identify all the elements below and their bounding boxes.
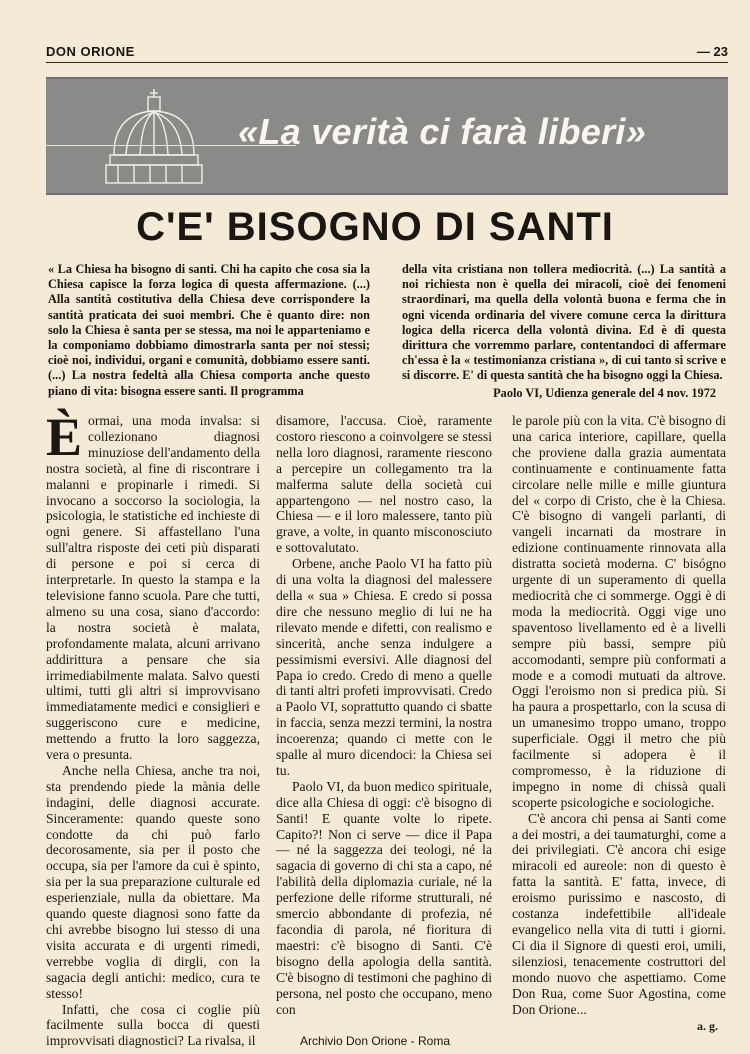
title-banner [46,77,728,195]
banner-title: «La verità ci farà liberi» [238,111,647,152]
drop-cap: È [46,407,83,467]
paragraph: disamore, l'accusa. Cioè, raramente costoro riescono a coinvolgere se stessi nella loro diagnosi, raramente riescono a percepire un collegamento tra la malferma salute della società cui appartengono — nel nostro caso, la Chiesa — e il loro malessere, tanto più grave, a volte, in quanto misconosciuto e sottovalutato. [276,413,492,556]
dome-icon [104,85,204,189]
paragraph: Infatti, che cosa ci coglie più facilmente sulla bocca di questi improvvisati diagnostici? La rivalsa, il [46,1001,260,1049]
paragraph: Paolo VI, da buon medico spirituale, dice alla Chiesa di oggi: c'è bisogno di Santi! E quante volte lo ripete. Capito?! Non ci serve — dice il Papa — né la saggezza dei teologi, né la sagacia di governo di chi sta a capo, né l'abilità della diplomazia curiale, né la perfezione delle riforme strutturali, né smercio abbondante di profezia, né facondia di parola, né fioritura di maestri: c'è bisogno di Santi. C'è bisogno della apologia della santità. C'è bisogno di testimoni che paghino di persona, nel posto che occupano, meno con [276,778,492,1017]
paragraph: C'è ancora chi pensa ai Santi come a dei mostri, a dei taumaturghi, come a dei privilegiati. C'è ancora chi esige miracoli ed aureole: non di questo è fatta la santità. E' fatta, invece, di eroismo purissimo e nascosto, di costanza indefettibile all'ideale evangelico nella vita di tutti i giorni. Ci dia il Signore di questi eroi, umili, silenziosi, tenacemente costruttori del mondo nuovo che aspettiamo. Come Don Rua, come Suor Agostina, come Don Orione... [512,810,726,1017]
paragraph: Anche nella Chiesa, anche tra noi, sta prendendo piede la mània delle indagini, delle diagnosi accurate. Sinceramente: quando queste sono condotte da chi può farlo decorosamente, sia per il posto che occupa, sia per l'amore da cui è spinto, sia per la sua preparazione culturale ed esperienziale, nulla da obiettare. Ma quando queste diagnosi sono fatte da chi avrebbe bisogno lui stesso di una visita accurata e di urgenti rimedi, verrebbe voglia di dirgli, con la sagacia degli antichi: medico, cura te stesso! [46,762,260,1001]
epigraph-right [402,262,726,401]
paragraph [46,407,260,763]
column-3 [512,413,726,1035]
epigraph-left: « La Chiesa ha bisogno di santi. Chi ha capito che cosa sia la Chiesa capisce la forza logica di questa affermazione. (...) Alla santità costitutiva della Chiesa deve corrispondere la santità praticata dei suoi membri. Che è quanto dire: non solo la Chiesa è santa per se stessa, ma noi le apparteniamo e la componiamo dobbiamo dimostrarla santa per noi stessi; cioè noi, individui, organi e comunità, dobbiamo essere santi. (...) La nostra fedeltà alla Chiesa comporta anche questo piano di vita: bisogna essere santi. Il programma [48,262,370,398]
paragraph-text: ormai, una moda invalsa: si collezionano diagnosi minuziose dell'andamento della nostra società, al fine di riscontrare i malanni e propinarle i rimedi. Si invocano a soccorso la sociologia, la psicologia, le statistiche ed inchieste di ogni genere. Si affastellano l'una sull'altra risposte dei ceti più disparati di persone e poi si cerca di interpretarle. In questo la stampa e la televisione fanno scuola. Pare che tutti, almeno su una cosa, siano d'accordo: la nostra società è malata, profondamente malata, alcuni arrivano addirittura a pensare che sia irrimediabilmente malata. Salvo questi ultimi, tutti gli altri si improvvisano immediatamente medici e consiglieri e suggeriscono cure e medicine, mettendo a frutto la loro saggezza, vera o presunta. [46,413,260,763]
column-1 [46,407,260,1049]
paragraph: Orbene, anche Paolo VI ha fatto più di una volta la diagnosi del malessere della « sua » Chiesa. E credo si possa dire che nessuno meglio di lui ne ha rilevato mende e difetti, con realismo e sincerità, anche senza indulgere a pessimismi eversivi. Alle diagnosi del Papa io credo. Credo di meno a quelle di tanti altri profeti improvvisati. Credo a Paolo VI, soprattutto quando ci sbatte in faccia, senza mezzi termini, la nostra incoerenza; quando ci mette con le spalle al muro dicendoci: la Chiesa sei tu. [276,556,492,778]
page-number: — 23 [696,44,728,59]
epigraph-source: Paolo VI, Udienza generale del 4 nov. 1972 [493,385,716,400]
archive-footer: Archivio Don Orione - Roma [299,1034,451,1048]
column-2 [276,413,492,1017]
paragraph: le parole più con la vita. C'è bisogno di una carica interiore, capillare, quella che proviene dalla grazia aumentata continuamente e continuamente fatta circolare nelle mille e mille giuntura del « corpo di Cristo, che è la Chiesa. C'è bisogno di vangeli parlanti, di vangeli incarnati da mostrare in edizione continuamente rinnovata alla distratta società moderna. C' bisógno urgente di un superamento di quella mediocrità che ci sommerge. Oggi è di moda la mediocrità. Oggi vige uno spaventoso livellamento ed è a livelli sempre più bassi, sempre più accomodanti, sempre più conformati a mode e a comodi mutuati da altrove. Oggi l'eroismo non si predica più. Si ha paura a prospettarlo, con la scusa di un umanesimo troppo umano, troppo superficiale. Oggi il metro che più facilmente si adopera è il compromesso, è la riduzione di impegno in nome di chissà quali scoperte psicologiche e sociologiche. [512,413,726,810]
article-headline: C'E' BISOGNO DI SANTI [136,205,614,249]
author-initials: a. g. [697,1019,718,1034]
epigraph-right-text: della vita cristiana non tollera mediocrità. (...) La santità a noi richiesta non è quella dei miracoli, cioè dei fenomeni straordinari, ma quella della volontà buona e ferma che in ogni vicenda ordinaria del vivere comune cerca la dirittura logica della ricerca della volontà divina. Ed è di questa dirittura che vorremmo parlare, contentandoci di affermare ch'essa è la « testimonianza cristiana », di cui tanto si scrive e si discorre. E' di questa santità che ha bisogno oggi la Chiesa. [402,262,726,383]
running-title: DON ORIONE [46,44,135,59]
header-rule [46,62,728,63]
